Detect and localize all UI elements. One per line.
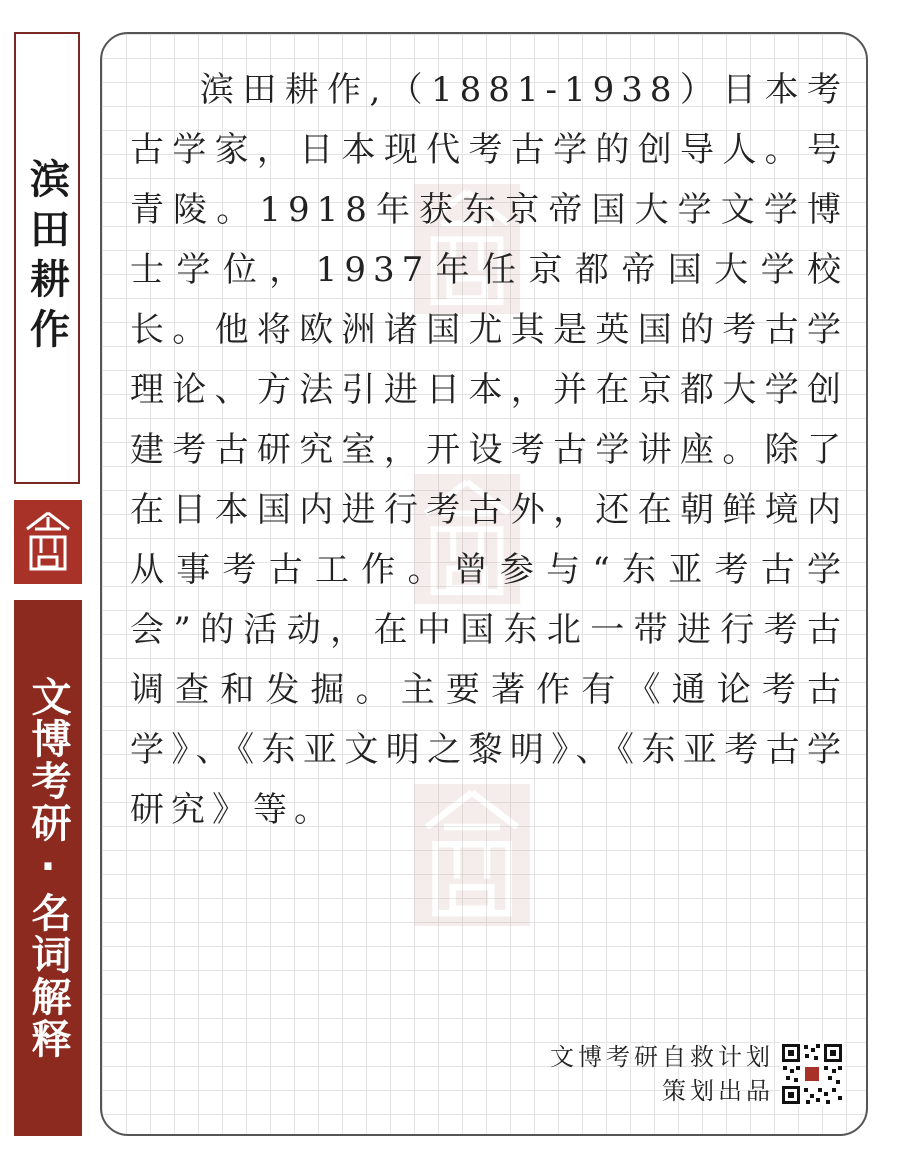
- footer-line-1: 文博考研自救计划: [550, 1043, 774, 1071]
- footer-credit: [550, 1040, 774, 1108]
- qr-code-icon[interactable]: [780, 1042, 844, 1106]
- brand-title: 文博考研·名词解释: [25, 676, 71, 1060]
- footer-line-2: 策划出品: [662, 1077, 774, 1105]
- term-title: 滨田耕作: [23, 158, 70, 358]
- content-card: [100, 32, 868, 1136]
- seal-glyph-icon: [21, 509, 75, 575]
- seal-logo-icon: [14, 500, 82, 584]
- brand-box: [14, 600, 82, 1136]
- term-title-box: [14, 32, 80, 484]
- definition-text: 滨田耕作,（1881-1938）日本考古学家，日本现代考古学的创导人。号青陵。1918年获东京帝国大学文学博士学位，1937年任京都帝国大学校长。他将欧洲诸国尤其是英国的考古学理论、方法引进日本，并在京都大学创建考古研究室，开设考古学讲座。除了在日本国内进行考古外，还在朝鲜境内从事考古工作。曾参与“东亚考古学会”的活动，在中国东北一带进行考古调查和发掘。主要著作有《通论考古学》、《东亚文明之黎明》、《东亚考古学研究》等。: [130, 70, 848, 830]
